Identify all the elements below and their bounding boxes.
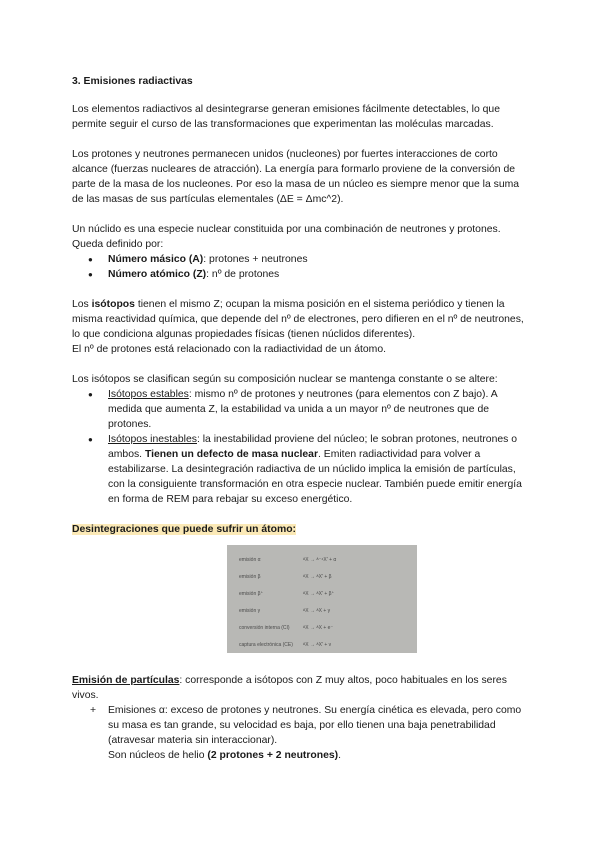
figure-row bbox=[235, 549, 411, 565]
isotopes-pre: Los bbox=[72, 299, 92, 310]
emission-desc: : corresponde a isótopos con Z muy altos, poco habituales en los seres vivos. bbox=[72, 675, 507, 701]
alpha-text: + Emisiones α: exceso de protones y neutrones. Su energía cinética es elevada, pero como su masa es tan grande, su velocidad es baja, por ello tienen una baja penetrabilidad (atravesar materia sin interaccionar). bbox=[108, 705, 522, 746]
figure-row-label: conversión interna (CI) bbox=[239, 625, 290, 631]
classification-list bbox=[72, 387, 532, 507]
figure-row bbox=[235, 566, 411, 582]
classification-block bbox=[72, 372, 532, 507]
list-item bbox=[72, 267, 532, 282]
emission-text bbox=[72, 673, 532, 703]
alpha-helium bbox=[108, 748, 532, 763]
isotopes-term: isótopos bbox=[91, 299, 135, 310]
mass-defect-bold: Tienen un defecto de masa nuclear bbox=[144, 449, 319, 460]
desc-mass-number: : protones + neutrones bbox=[203, 254, 308, 265]
figure-row-equation: ᴬX → ᴬX + e⁻ bbox=[303, 625, 334, 631]
list-item bbox=[72, 703, 532, 763]
figure-row-equation: ᴬX → ᴬ⁻⁴X' + α bbox=[303, 557, 337, 563]
figure-row-equation: ᴬX → ᴬX + γ bbox=[303, 608, 331, 614]
figure-row-label: emisión γ bbox=[239, 608, 261, 614]
figure-row-label: emisión β⁺ bbox=[239, 591, 264, 597]
nuclide-block bbox=[72, 222, 532, 282]
figure-row bbox=[235, 583, 411, 599]
document-page bbox=[72, 74, 532, 763]
list-item bbox=[72, 432, 532, 507]
list-item bbox=[72, 387, 532, 432]
decay-heading bbox=[72, 522, 532, 537]
term-atomic-number: Número atómico (Z) bbox=[108, 269, 207, 280]
desc-unstable-b: . Emiten radiactividad para volver a estabilizarse. La desintegración radiactiva de un núclido implica la emisión de partículas, con la consiguiente transformación en otra especie nuclear. También puede emitir energía en forma de REM para rebajar su exceso energético. bbox=[108, 449, 522, 505]
figure-row bbox=[235, 617, 411, 633]
figure-row-equation: ᴬX → ᴬX' + β bbox=[303, 574, 332, 580]
figure-row bbox=[235, 634, 411, 650]
figure-row bbox=[235, 600, 411, 616]
emission-term: Emisión de partículas bbox=[72, 675, 180, 686]
isotopes-block bbox=[72, 297, 532, 357]
emission-list bbox=[72, 703, 532, 763]
alpha-bold: (2 protones + 2 neutrones) bbox=[207, 750, 339, 761]
term-unstable-isotopes: Isótopos inestables bbox=[108, 434, 197, 445]
section-title: 3. Emisiones radiactivas bbox=[72, 76, 193, 87]
figure-row-equation: ᴬX → ᴬX' + ν bbox=[303, 642, 332, 648]
isotopes-text bbox=[72, 297, 532, 342]
figure-row-label: emisión β bbox=[239, 574, 261, 580]
desc-unstable-a: : la inestabilidad proviene del núcleo; le sobran protones, neutrones o ambos. bbox=[108, 434, 517, 460]
nuclide-list bbox=[72, 252, 532, 282]
isotopes-rest: tienen el mismo Z; ocupan la misma posición en el sistema periódico y tienen la misma reactividad química, que depende del nº de electrones, pero difieren en el nº de neutrones, lo que condiciona algunas propiedades físicas (tienen núclidos diferentes). bbox=[72, 299, 524, 340]
figure-row-equation: ᴬX → ᴬX' + β⁺ bbox=[303, 591, 335, 597]
desc-atomic-number: : nº de protones bbox=[206, 269, 280, 280]
emission-block bbox=[72, 673, 532, 763]
list-item bbox=[72, 252, 532, 267]
paragraph-nucleons: Los protones y neutrones permanecen unidos (nucleones) por fuertes interacciones de corto alcance (fuerzas nucleares de atracción). La energía para formarlo proviene de la conversión de parte de la masa de los nucleones. Por eso la masa de un núcleo es siempre menor que la suma de las masas de sus partículas elementales (ΔE = Δmc^2). bbox=[72, 149, 520, 205]
nuclide-intro: Un núclido es una especie nuclear constituida por una combinación de neutrones y protones. Queda definido por: bbox=[72, 224, 501, 250]
paragraph-intro: Los elementos radiactivos al desintegrarse generan emisiones fácilmente detectables, lo que permite seguir el curso de las transformaciones que experimentan las moléculas marcadas. bbox=[72, 104, 500, 130]
decay-heading-text: Desintegraciones que puede sufrir un átomo: bbox=[72, 524, 297, 535]
term-mass-number: Número másico (A) bbox=[108, 254, 204, 265]
figure-row-label: captura electrónica (CE) bbox=[239, 642, 293, 648]
isotopes-line2: El nº de protones está relacionado con la radiactividad de un átomo. bbox=[72, 344, 386, 355]
alpha-end: . bbox=[338, 750, 342, 761]
desc-stable-isotopes: : mismo nº de protones y neutrones (para elementos con Z bajo). A medida que aumenta Z, la estabilidad va unida a un mayor nº de neutrones que de protones. bbox=[108, 389, 498, 430]
figure-row-label: emisión α bbox=[239, 557, 261, 563]
classification-intro: Los isótopos se clasifican según su composición nuclear se mantenga constante o se altere: bbox=[72, 374, 498, 385]
decay-table-figure bbox=[227, 545, 417, 653]
alpha-pre: Son núcleos de helio bbox=[108, 750, 208, 761]
term-stable-isotopes: Isótopos estables bbox=[108, 389, 189, 400]
